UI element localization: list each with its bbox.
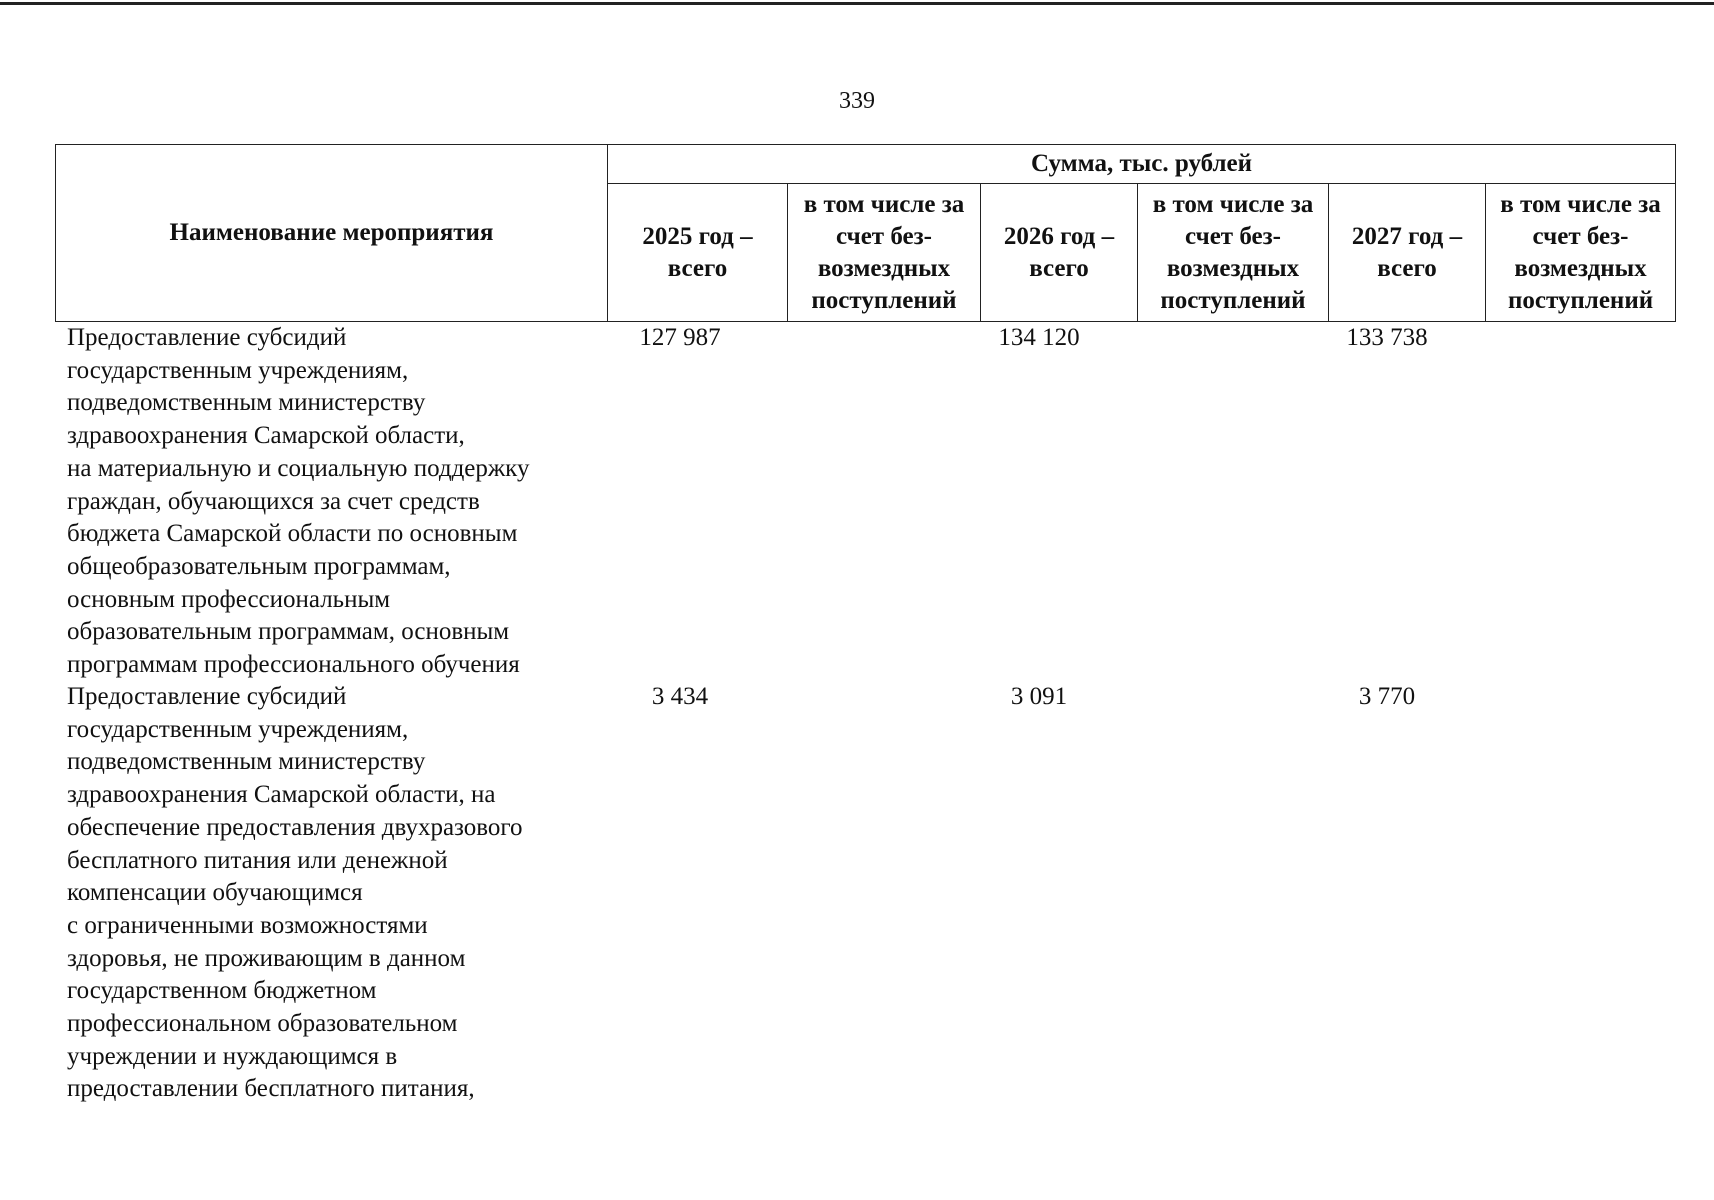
table-row bbox=[55, 681, 1675, 1101]
row-value-2026: 3 091 bbox=[1010, 683, 1068, 710]
header-2027-free-receipts: в том числе за счет без-возмездных поступлений bbox=[1486, 184, 1676, 322]
header-2026-free-receipts: в том числе за счет без-возмездных поступлений bbox=[1138, 184, 1329, 322]
table-row bbox=[55, 322, 1675, 681]
header-2025-free-receipts: в том числе за счет без-возмездных поступлений bbox=[788, 184, 981, 322]
page-number: 339 bbox=[839, 88, 875, 114]
row-value-2025: 127 987 bbox=[639, 324, 721, 351]
row-value-2027: 133 738 bbox=[1346, 324, 1428, 351]
row-value-2026: 134 120 bbox=[998, 324, 1080, 351]
row-activity-name: Предоставление субсидий государственным учреждениям, подведомственным министерству здравоохранения Самарской области, на материальную и социальную поддержку граждан, обучающихся за счет средств бюджета Самарской области по основным общеобразовательным программам, основным профессиональным образовательным программам, основным программам профессионального обучения bbox=[67, 324, 530, 679]
top-border-rule bbox=[0, 2, 1714, 5]
header-2025-total: 2025 год – всего bbox=[608, 184, 788, 322]
table-header bbox=[55, 144, 1676, 322]
row-value-2027: 3 770 bbox=[1358, 683, 1416, 710]
row-value-2025: 3 434 bbox=[651, 683, 709, 710]
header-sum-group: Сумма, тыс. рублей bbox=[608, 145, 1676, 184]
header-2027-total: 2027 год – всего bbox=[1329, 184, 1486, 322]
row-activity-name: Предоставление субсидий государственным учреждениям, подведомственным министерству здравоохранения Самарской области, на обеспечение предоставления двухразового бесплатного питания или денежной компенсации обучающимся с ограниченными возможностями здоровья, не проживающим в данном государственном бюджетном профессиональном образовательном учреждении и нуждающимся в предоставлении бесплатного питания, bbox=[67, 683, 523, 1103]
header-2026-total: 2026 год – всего bbox=[981, 184, 1138, 322]
header-name-column: Наименование мероприятия bbox=[56, 145, 608, 322]
table-body bbox=[55, 322, 1675, 1101]
